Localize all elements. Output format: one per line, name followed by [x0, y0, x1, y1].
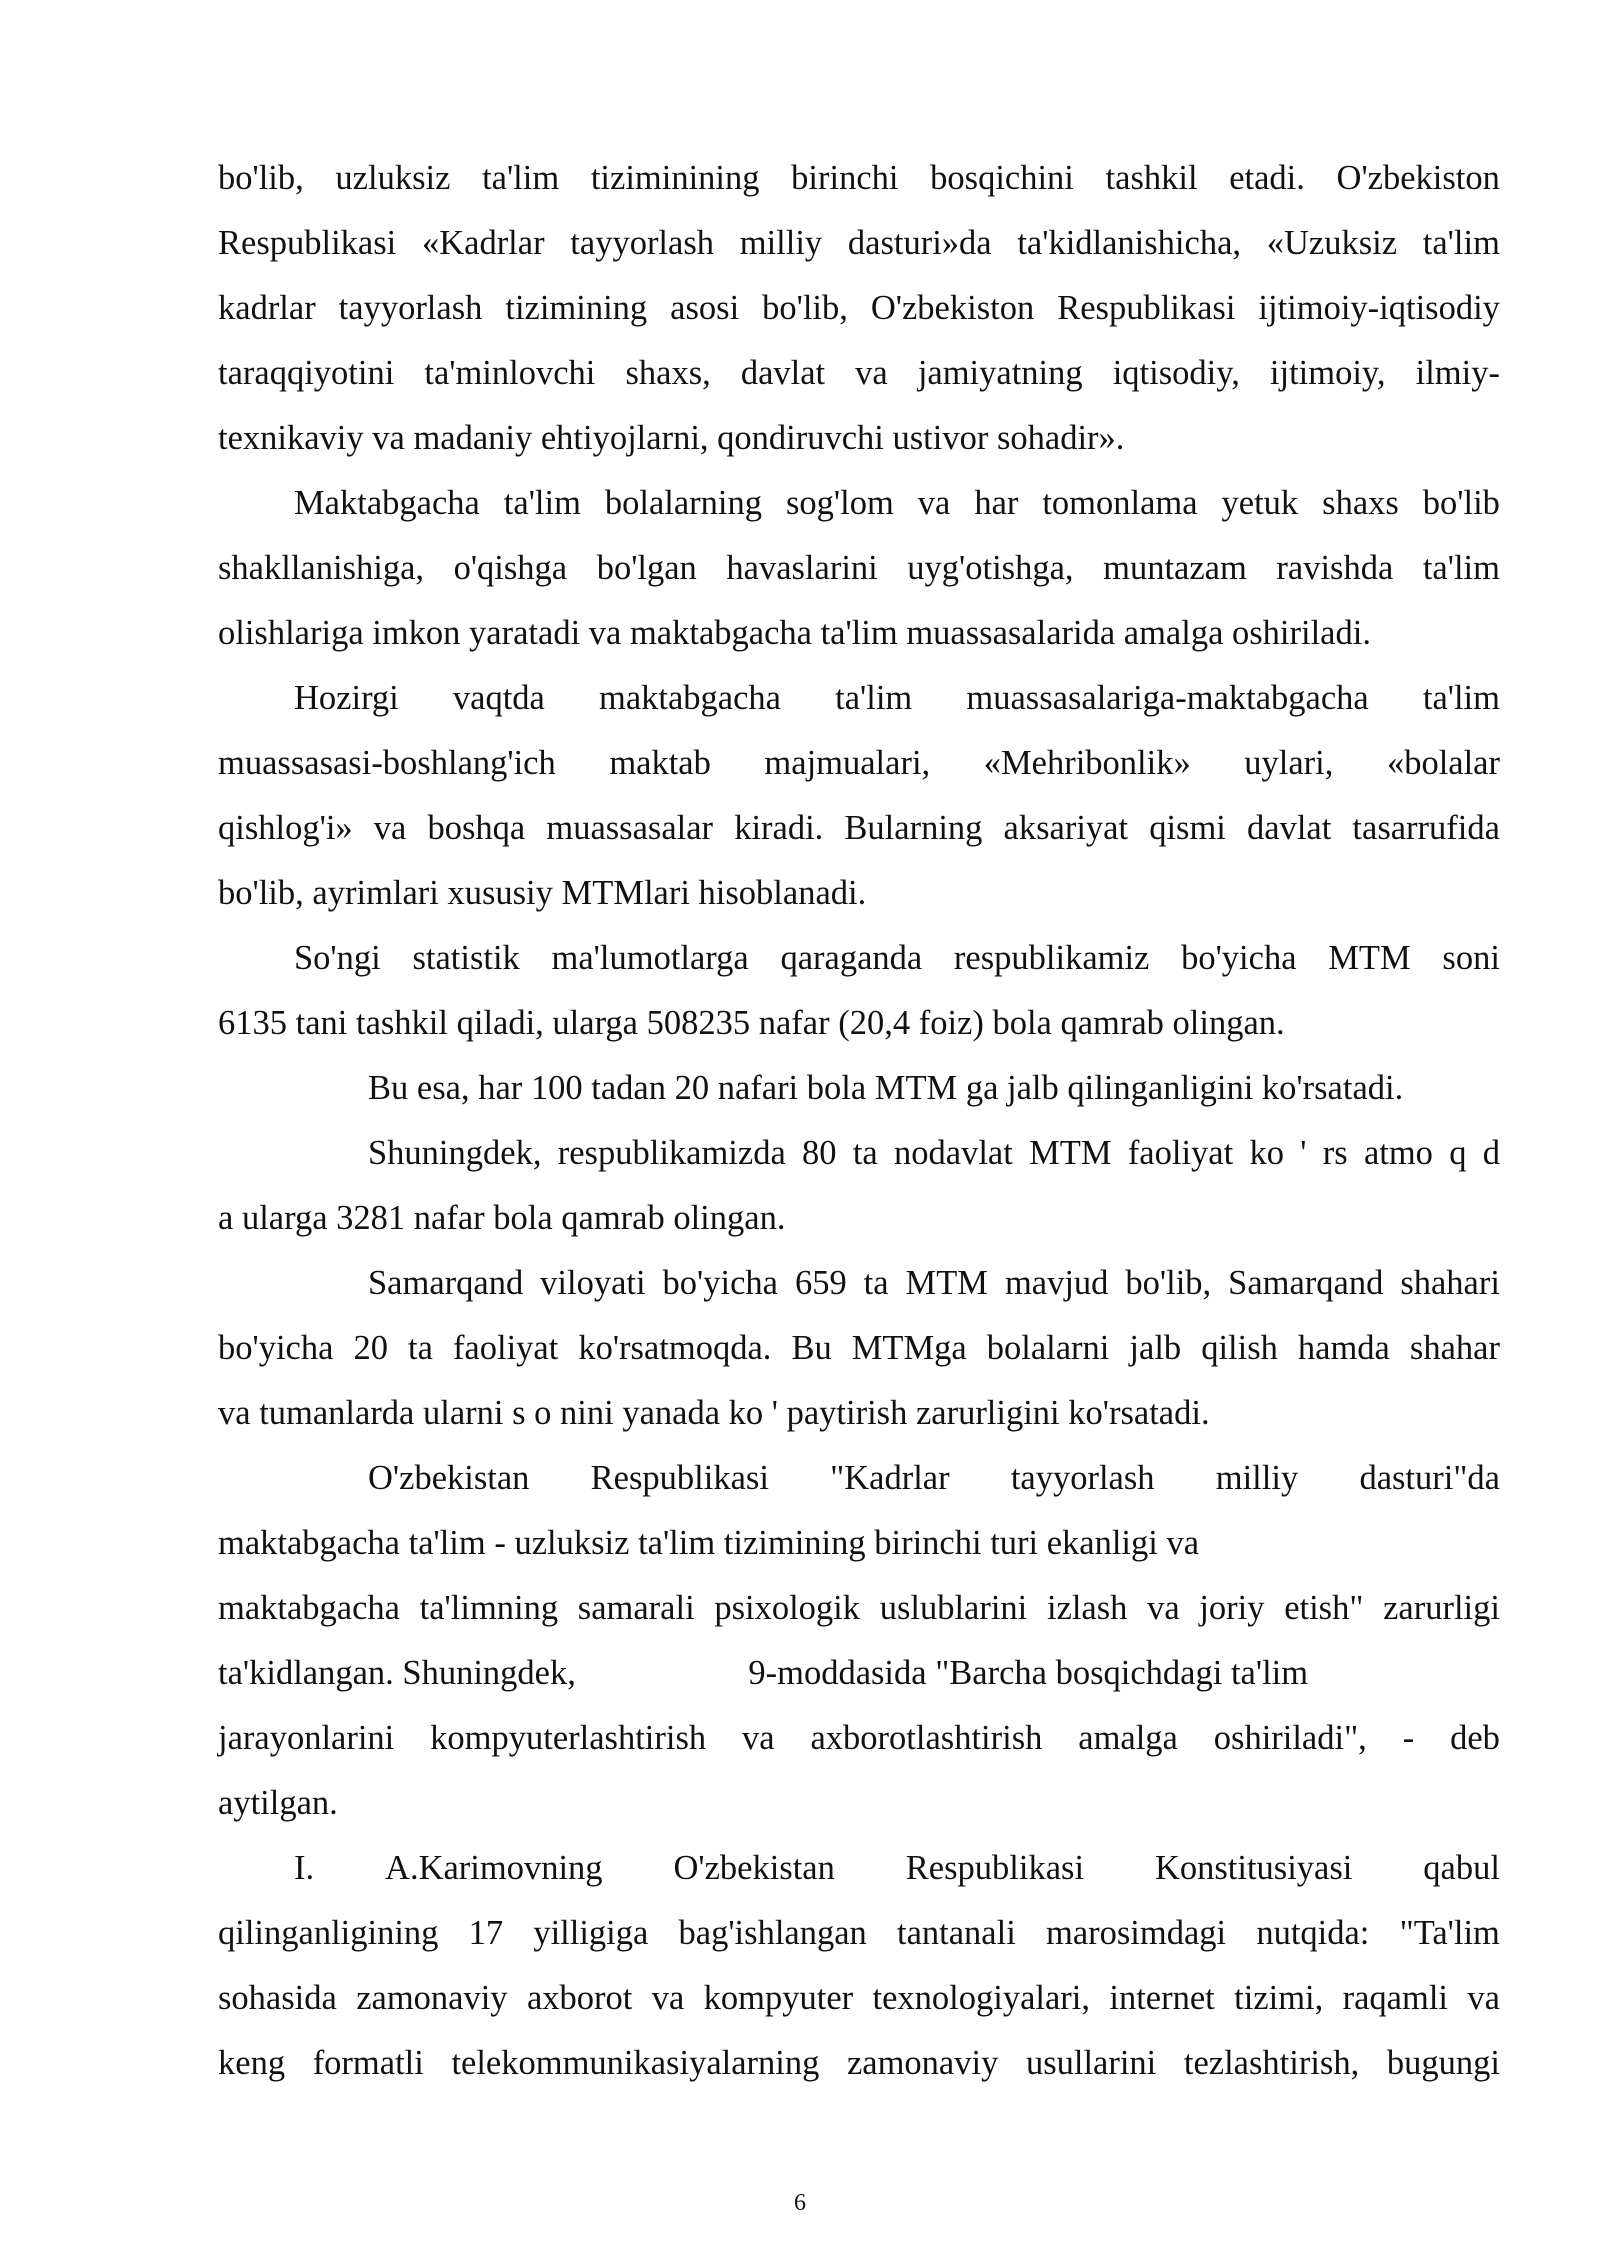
word: tasarrufida — [1352, 809, 1500, 847]
paragraph-first-line — [218, 666, 1500, 731]
word: "Kadrlar — [830, 1459, 950, 1497]
word: MTMga — [851, 1329, 967, 1367]
paragraph-first-line — [218, 1121, 1500, 1186]
word: qabul — [1423, 1849, 1500, 1887]
paragraph-first-line — [218, 1446, 1500, 1511]
word: bo'lib, — [762, 289, 848, 327]
word: uyg'otishga, — [907, 549, 1074, 587]
word: joriy — [1199, 1589, 1265, 1627]
word: "Ta'lim — [1399, 1914, 1500, 1952]
word: faoliyat — [452, 1329, 559, 1367]
word: ta — [852, 1134, 878, 1172]
paragraph-first-line — [218, 1251, 1500, 1316]
word: respublikamizda — [557, 1134, 786, 1172]
word: ijtimoiy-iqtisodiy — [1258, 289, 1500, 327]
word: aksariyat — [1003, 809, 1129, 847]
word: Bu — [791, 1329, 832, 1367]
word: Respublikasi — [905, 1849, 1085, 1887]
text-line — [218, 1381, 1500, 1446]
text-line — [218, 211, 1500, 276]
word: tayyorlash — [570, 224, 715, 262]
word: Respublikasi — [218, 224, 397, 262]
word: qilinganligining — [218, 1914, 439, 1952]
word: jalb — [1129, 1329, 1182, 1367]
word: texnologiyalari, — [872, 1979, 1090, 2017]
word: sog'lom — [785, 484, 894, 522]
text-line — [218, 601, 1500, 666]
word: yetuk — [1221, 484, 1299, 522]
line-text: Bu esa, har 100 tadan 20 nafari bola MTM ga jalb qilinganligini ko'rsatadi. — [368, 1069, 1404, 1107]
text-line — [218, 1706, 1500, 1771]
word: zamonaviy — [846, 2044, 999, 2082]
word: Respublikasi — [590, 1459, 769, 1497]
word: taraqqiyotini — [218, 354, 395, 392]
word: tashkil — [1105, 159, 1198, 197]
word: tayyorlash — [1010, 1459, 1155, 1497]
word: va — [1147, 1589, 1180, 1627]
word: tezlashtirish, — [1183, 2044, 1360, 2082]
word: O'zbekistan — [368, 1459, 530, 1497]
word: ' — [1300, 1134, 1307, 1172]
word: bo'lgan — [596, 549, 697, 587]
word: axborot — [526, 1979, 633, 2017]
word: ta'lim — [482, 159, 560, 197]
text-line — [218, 796, 1500, 861]
word: q — [1449, 1134, 1467, 1172]
word: usullarini — [1025, 2044, 1157, 2082]
word: o'qishga — [453, 549, 568, 587]
word: sohasida — [218, 1979, 337, 2017]
word: statistik — [412, 939, 520, 977]
word: ko'rsatmoqda. — [578, 1329, 772, 1367]
word: tizimining — [505, 289, 648, 327]
word: ta'minlovchi — [424, 354, 596, 392]
word: MTM — [905, 1264, 988, 1302]
word: bo'yicha — [662, 1264, 778, 1302]
word: tizimi, — [1234, 1979, 1324, 2017]
word: kiradi. — [734, 809, 824, 847]
text-line — [218, 276, 1500, 341]
word: bolalarning — [604, 484, 763, 522]
word: mavjud — [1004, 1264, 1109, 1302]
word: psixologik — [714, 1589, 861, 1627]
word: So'ngi — [294, 939, 381, 977]
word: birinchi — [791, 159, 899, 197]
paragraph-first-line — [218, 926, 1500, 991]
word: ta'lim — [1422, 679, 1500, 717]
word: Hozirgi — [294, 679, 399, 717]
word: ta'limning — [419, 1589, 559, 1627]
text-line — [218, 1641, 1500, 1706]
word: etadi. — [1229, 159, 1305, 197]
word: bo'yicha — [1181, 939, 1297, 977]
word: ijtimoiy, — [1269, 354, 1386, 392]
word: zamonaviy — [356, 1979, 508, 2017]
word: bosqichini — [930, 159, 1074, 197]
word: oshiriladi", — [1213, 1719, 1367, 1757]
word: ta'lim — [835, 679, 913, 717]
word: iqtisodiy, — [1112, 354, 1240, 392]
paragraph-first-line — [218, 1056, 1500, 1121]
word: A.Karimovning — [385, 1849, 603, 1887]
word: I. — [294, 1849, 315, 1887]
word: muassasalar — [546, 809, 714, 847]
word: yilligiga — [533, 1914, 649, 1952]
word: respublikamiz — [953, 939, 1150, 977]
word: kadrlar — [218, 289, 316, 327]
word: Samarqand — [1228, 1264, 1384, 1302]
word: milliy — [739, 224, 823, 262]
word: zarurligi — [1383, 1589, 1500, 1627]
line-text: ta'kidlangan. Shuningdek, 9-moddasida "Barcha bosqichdagi ta'lim — [218, 1654, 1309, 1692]
word: tiziminining — [590, 159, 760, 197]
word: ta — [863, 1264, 889, 1302]
line-text: bo'lib, ayrimlari xususiy MTMlari hisoblanadi. — [218, 874, 867, 912]
word: uylari, — [1244, 744, 1334, 782]
word: majmualari, — [764, 744, 931, 782]
word: ilmiy- — [1415, 354, 1500, 392]
word: va — [855, 354, 888, 392]
line-text: olishlariga imkon yaratadi va maktabgacha ta'lim muassasalarida amalga oshiriladi. — [218, 614, 1371, 652]
word: bo'lib, — [1125, 1264, 1212, 1302]
word: samarali — [577, 1589, 695, 1627]
word: nutqida: — [1256, 1914, 1370, 1952]
word: milliy — [1215, 1459, 1299, 1497]
word: boshqa — [427, 809, 526, 847]
word: 20 — [353, 1329, 388, 1367]
word: havaslarini — [726, 549, 878, 587]
word: hamda — [1297, 1329, 1390, 1367]
word: uslublarini — [879, 1589, 1028, 1627]
word: faoliyat — [1127, 1134, 1234, 1172]
word: O'zbekistan — [673, 1849, 835, 1887]
word: va — [373, 809, 407, 847]
word: tantanali — [897, 1914, 1016, 1952]
word: qaraganda — [780, 939, 923, 977]
word: kompyuter — [703, 1979, 854, 2017]
paragraph-first-line — [218, 1836, 1500, 1901]
word: axborotlashtirish — [810, 1719, 1043, 1757]
line-text: aytilgan. — [218, 1784, 338, 1822]
text-line — [218, 536, 1500, 601]
word: shaxs — [1322, 484, 1399, 522]
word: izlash — [1046, 1589, 1128, 1627]
word: qishlog'i» — [218, 809, 353, 847]
word: qismi — [1149, 809, 1226, 847]
text-line — [218, 1186, 1500, 1251]
word: shahari — [1400, 1264, 1500, 1302]
word: ta'kidlanishicha, — [1017, 224, 1242, 262]
word: uzluksiz — [335, 159, 451, 197]
text-line — [218, 2031, 1500, 2096]
word: shakllanishiga, — [218, 549, 425, 587]
word: formatli — [312, 2044, 424, 2082]
word: va — [917, 484, 951, 522]
word: 17 — [468, 1914, 504, 1952]
word: O'zbekiston — [1336, 159, 1500, 197]
word: ta — [408, 1329, 433, 1367]
page-number: 6 — [794, 2190, 806, 2216]
word: nodavlat — [894, 1134, 1013, 1172]
word: shahar — [1409, 1329, 1500, 1367]
word: ma'lumotlarga — [551, 939, 749, 977]
word: rs — [1322, 1134, 1348, 1172]
text-line — [218, 1576, 1500, 1641]
word: maktabgacha — [218, 1589, 400, 1627]
word: Respublikasi — [1057, 289, 1236, 327]
text-line — [218, 731, 1500, 796]
text-line — [218, 861, 1500, 926]
word: amalga — [1078, 1719, 1178, 1757]
word: shaxs, — [625, 354, 711, 392]
word: kompyuterlashtirish — [430, 1719, 707, 1757]
word: ta'lim — [1422, 549, 1500, 587]
word: - — [1402, 1719, 1415, 1757]
paragraph-first-line — [218, 471, 1500, 536]
word: d — [1482, 1134, 1500, 1172]
word: muassasalariga-maktabgacha — [966, 679, 1369, 717]
word: va — [1467, 1979, 1500, 2017]
text-line — [218, 1771, 1500, 1836]
word: bo'lib — [1422, 484, 1500, 522]
line-text: va tumanlarda ularni s o nini yanada ko ' paytirish zarurligini ko'rsatadi. — [218, 1394, 1210, 1432]
word: «Mehribonlik» — [983, 744, 1191, 782]
word: vaqtda — [452, 679, 545, 717]
word: va — [651, 1979, 685, 2017]
word: ravishda — [1276, 549, 1394, 587]
word: dasturi»da — [847, 224, 992, 262]
text-line — [218, 341, 1500, 406]
text-line — [218, 1901, 1500, 1966]
word: O'zbekiston — [870, 289, 1035, 327]
word: 659 — [794, 1264, 847, 1302]
word: bag'ishlangan — [678, 1914, 867, 1952]
word: jarayonlarini — [218, 1719, 395, 1757]
word: Bularning — [844, 809, 983, 847]
word: davlat — [740, 354, 826, 392]
text-line — [218, 1511, 1500, 1576]
word: telekommunikasiyalarning — [451, 2044, 820, 2082]
word: dasturi"da — [1359, 1459, 1500, 1497]
text-line — [218, 146, 1500, 211]
word: maktabgacha — [599, 679, 781, 717]
word: tayyorlash — [338, 289, 483, 327]
word: va — [742, 1719, 775, 1757]
text-line — [218, 991, 1500, 1056]
word: keng — [218, 2044, 286, 2082]
word: muntazam — [1103, 549, 1247, 587]
word: viloyati — [540, 1264, 646, 1302]
word: har — [974, 484, 1019, 522]
word: maktab — [609, 744, 711, 782]
word: ta'lim — [1422, 224, 1500, 262]
line-text: 6135 tani tashkil qiladi, ularga 508235 nafar (20,4 foiz) bola qamrab olingan. — [218, 1004, 1285, 1042]
word: ko — [1249, 1134, 1284, 1172]
line-text: texnikaviy va madaniy ehtiyojlarni, qondiruvchi ustivor sohadir». — [218, 419, 1125, 457]
word: muassasasi-boshlang'ich — [218, 744, 556, 782]
word: asosi — [670, 289, 740, 327]
word: bolalarni — [986, 1329, 1110, 1367]
word: atmo — [1363, 1134, 1433, 1172]
word: «bolalar — [1386, 744, 1500, 782]
word: raqamli — [1342, 1979, 1448, 2017]
word: soni — [1442, 939, 1500, 977]
text-line — [218, 1966, 1500, 2031]
word: bugungi — [1386, 2044, 1500, 2082]
text-line — [218, 406, 1500, 471]
word: Samarqand — [368, 1264, 524, 1302]
word: deb — [1450, 1719, 1500, 1757]
word: jamiyatning — [917, 354, 1083, 392]
word: etish" — [1284, 1589, 1364, 1627]
word: MTM — [1029, 1134, 1112, 1172]
line-text: maktabgacha ta'lim - uzluksiz ta'lim tizimining birinchi turi ekanligi va — [218, 1524, 1200, 1562]
word: bo'lib, — [218, 159, 304, 197]
word: qilish — [1201, 1329, 1278, 1367]
word: bo'yicha — [218, 1329, 334, 1367]
text-line — [218, 1316, 1500, 1381]
word: internet — [1109, 1979, 1215, 2017]
word: marosimdagi — [1045, 1914, 1227, 1952]
word: Maktabgacha — [294, 484, 480, 522]
word: «Kadrlar — [421, 224, 545, 262]
word: «Uzuksiz — [1266, 224, 1398, 262]
word: ta'lim — [503, 484, 581, 522]
word: tomonlama — [1042, 484, 1198, 522]
word: davlat — [1247, 809, 1332, 847]
word: Shuningdek, — [368, 1134, 542, 1172]
word: 80 — [802, 1134, 837, 1172]
word: Konstitusiyasi — [1154, 1849, 1353, 1887]
line-text: a ularga 3281 nafar bola qamrab olingan. — [218, 1199, 786, 1237]
body-text — [218, 146, 1500, 2096]
word: MTM — [1328, 939, 1411, 977]
